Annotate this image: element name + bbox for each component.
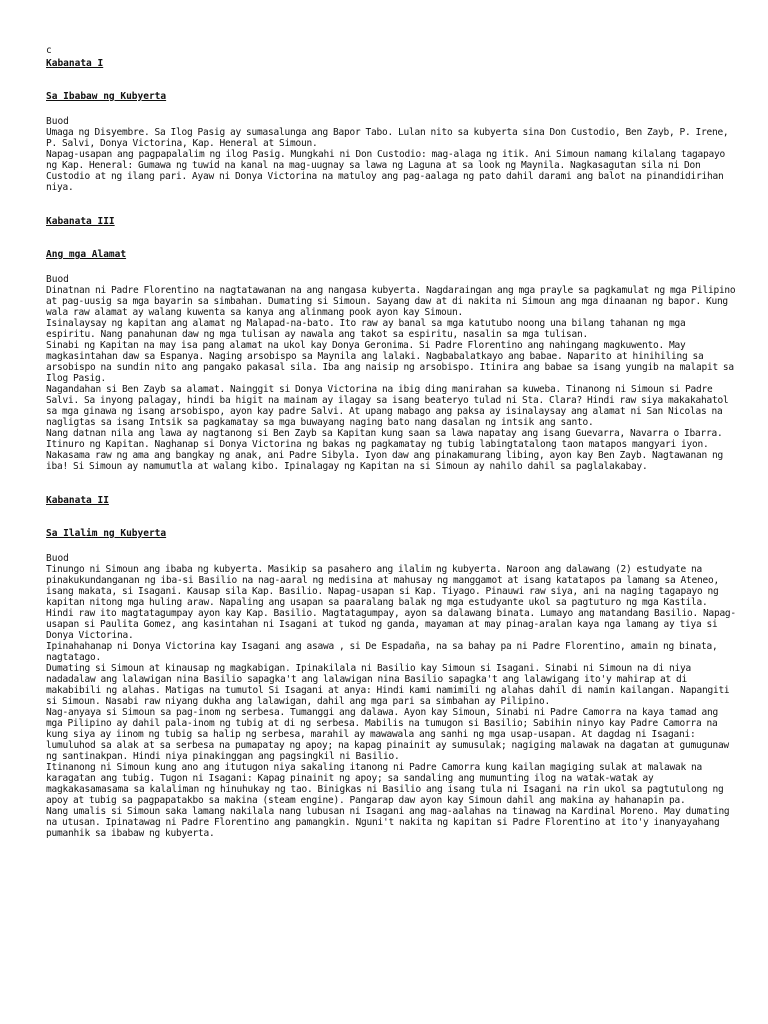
summary-paragraph: Nagandahan si Ben Zayb sa alamat. Nainggit si Donya Victorina na ibig ding manirahan sa kuweba. Tinanong ni Simoun si Padre Salvi. Sa inyong palagay, hindi ba higit na mainam ay ilagay sa isang beateryo tulad ni Sta. Clara? Hindi raw siya makakahatol sa mga ginawa ng isang arsobispo, ayon kay padre Salvi. At upang mabago ang paksa ay isinalaysay ang alamat ni San Nicolas na nagligtas sa isang Intsik sa pagkamatay sa mga buwayang naging bato nang dasalan ng intsik ang santo. <box>46 384 729 428</box>
page-mark: c <box>46 45 52 56</box>
summary-paragraph: Sinabi ng Kapitan na may isa pang alamat na ukol kay Donya Geronima. Si Padre Florentino ang nahingang magkuwento. May magkasintahan daw sa Espanya. Naging arsobispo sa Maynila ang lalaki. Nagbabalatkayo ang babae. Naparito at hinihiling sa arsobispo na sundin nito ang pangako pakasal sila. Iba ang naisip ng arsobispo. Itinira ang babae sa isang yungib na malapit sa Ilog Pasig. <box>46 340 734 384</box>
summary-paragraph: Itinuro ng Kapitan. Naghanap si Donya Victorina ng bakas ng pagkamatay ng tubig labingtatalong taon matapos mangyari iyon. Nakasama raw ng ama ang bangkay ng anak, ani Padre Sibyla. Iyon daw ang pinakamurang libing, ayon kay Ben Zayb. Nagtawanan ng iba! Si Simoun ay namumutla at walang kibo. Ipinalagay ng Kapitan na si Simoun ay nahilo dahil sa paglalakabay. <box>46 439 723 472</box>
summary-label: Buod <box>46 553 69 564</box>
chapter-section <box>46 494 736 839</box>
summary-paragraph: Nang umalis si Simoun saka lamang nakilala nang lubusan ni Isagani ang mag-aalahas na tinawag na Kardinal Moreno. May dumating na utusan. Ipinatawag ni Padre Florentino ang pamangkin. Nguni't nakita ng kapitan si Padre Florentino at ito'y inanyayahang pumanhik sa ibabaw ng kubyerta. <box>46 806 730 839</box>
chapter-subtitle: Sa Ilalim ng Kubyerta <box>46 528 167 539</box>
chapter-section <box>46 57 736 193</box>
summary-paragraph: Dumating si Simoun at kinausap ng magkabigan. Ipinakilala ni Basilio kay Simoun si Isagani. Sinabi ni Simoun na di niya nadadalaw ang lalawigan nina Basilio sapagka't ang lalawigan nina Basilio sapagka't ang lalawigang ito'y mahirap at di makabibili ng alahas. Matigas na tumutol Si Isagani at anya: Hindi kami namimili ng alahas dahil di namin kailangan. Napangiti si Simoun. Nasabi raw niyang dukha ang lalawigan, dahil ang mga pari sa simbahan ay Pilipino. <box>46 663 730 707</box>
chapter-title: Kabanata III <box>46 216 115 227</box>
summary-paragraph: Isinalaysay ng kapitan ang alamat ng Malapad-na-bato. Ito raw ay banal sa mga katutubo noong una bilang tahanan ng mga espiritu. Nang panahunan daw ng mga tulisan ay nawala ang takot sa espiritu, nasalin sa mga tulisan. <box>46 318 686 340</box>
summary-label: Buod <box>46 116 69 127</box>
summary-paragraph: Ipinahahanap ni Donya Victorina kay Isagani ang asawa , si De Espadaña, na sa bahay pa ni Padre Florentino, amain ng binata, nagtatago. <box>46 641 718 663</box>
summary-paragraph: Tinungo ni Simoun ang ibaba ng kubyerta. Masikip sa pasahero ang ilalim ng kubyerta. Naroon ang dalawang (2) estudyate na pinakukundanganan ng iba-si Basilio na nag-aaral ng medisina at mahusay ng manggamot at isang katatapos pa lamang sa Ateneo, isang makata, si Isagani. Kausap sila Kap. Basilio. Napag-usapan si Kap. Tiyago. Pinauwi raw siya, ani na naging tagapayo ng kapitan nitong mga huling araw. Napaling ang usapan sa paaralang balak ng mga estudyante ukol sa pagtuturo ng mga Kastila. Hindi raw ito magtatagumpay ayon kay Kap. Basilio. Magtatagumpay, ayon sa dalawang binata. Lumayo ang matandang Basilio. Napag-usapan si Paulita Gomez, ang kasintahan ni Isagani at tukod ng ganda, mayaman at may pinag-aralan kaya nga lamang ay tiya si Donya Victorina. <box>46 564 736 641</box>
summary-paragraph: Umaga ng Disyembre. Sa Ilog Pasig ay sumasalunga ang Bapor Tabo. Lulan nito sa kubyerta sina Don Custodio, Ben Zayb, P. Irene, P. Salvi, Donya Victorina, Kap. Heneral at Simoun. <box>46 127 729 149</box>
chapter-title: Kabanata II <box>46 495 109 506</box>
summary-paragraph: Napag-usapan ang pagpapalalim ng ilog Pasig. Mungkahi ni Don Custodio: mag-alaga ng itik. Ani Simoun namang kilalang tagapayo ng Kap. Heneral: Gumawa ng tuwid na kanal na mag-uugnay sa lawa ng Laguna at sa look ng Maynila. Nagkasagutan sila ni Don Custodio at ng ilang pari. Ayaw ni Donya Victorina na matuloy ang pag-aalaga ng pato dahil darami ang balot na pinandidirihan niya. <box>46 149 725 193</box>
document-page <box>46 44 736 839</box>
summary-paragraph: Nang datnan nila ang lawa ay nagtanong si Ben Zayb sa Kapitan kung saan sa lawa napatay ang isang Guevarra, Navarra o Ibarra. <box>46 428 723 439</box>
summary-paragraph: Dinatnan ni Padre Florentino na nagtatawanan na ang nangasa kubyerta. Nagdaraingan ang mga prayle sa pagkamulat ng mga Pilipino at pag-uusig sa mga bayarin sa simbahan. Dumating si Simoun. Sayang daw at di nakita ni Simoun ang mga dinaanan ng bapor. Kung wala raw alamat ay walang kuwenta sa kanya ang alinmang pook ayon kay Simoun. <box>46 285 736 318</box>
chapter-subtitle: Sa Ibabaw ng Kubyerta <box>46 91 167 102</box>
summary-paragraph: Nag-anyaya si Simoun sa pag-inom ng serbesa. Tumanggi ang dalawa. Ayon kay Simoun, Sinabi ni Padre Camorra na kaya tamad ang mga Pilipino ay dahil pala-inom ng tubig at di ng serbesa. Mabilis na tumugon si Basilio; Sabihin ninyo kay Padre Camorra na kung siya ay iinom ng tubig sa halip ng serbesa, marahil ay mawawala ang sanhi ng mga usap-usapan. At dagdag ni Isagani: lumuluhod sa alak at sa serbesa na pumapatay ng apoy; na kapag pinainit ay sumusulak; nagiging malawak na dagatan at gumugunaw ng santinakpan. Hindi niya pinakinggan ang pagsingkil ni Basilio. <box>46 707 729 762</box>
summary-label: Buod <box>46 274 69 285</box>
chapter-subtitle: Ang mga Alamat <box>46 249 127 260</box>
summary-paragraph: Itinanong ni Simoun kung ano ang itutugon niya sakaling itanong ni Padre Camorra kung kailan magiging sulak at malawak na karagatan ang tubig. Tugon ni Isagani: Kapag pinainit ng apoy; sa sandaling ang mumunting ilog na watak-watak ay magkakasamasama sa kalaliman ng hinuhukay ng tao. Binigkas ni Basilio ang isang tula ni Isagani na rin ukol sa pagtutulong ng apoy at tubig sa pagpapatakbo sa makina (steam engine). Pangarap daw ayon kay Simoun dahil ang makina ay hahanapin pa. <box>46 762 724 806</box>
chapter-title: Kabanata I <box>46 58 104 69</box>
chapter-section <box>46 215 736 472</box>
